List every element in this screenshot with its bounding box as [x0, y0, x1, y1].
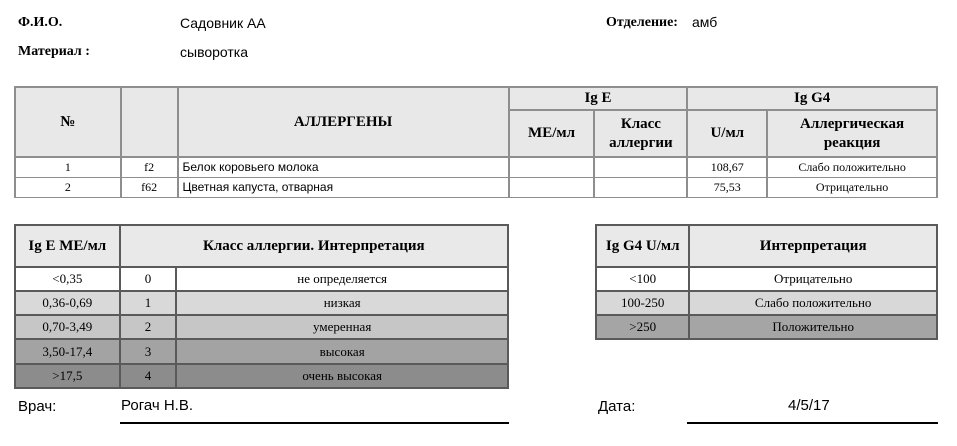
list-item: [15, 267, 508, 291]
ige-class: 2: [120, 315, 177, 339]
row-ige-me: [509, 157, 595, 177]
doctor-value: Рогач Н.В.: [121, 397, 193, 414]
list-item: [15, 339, 508, 364]
department-value: амб: [692, 14, 718, 30]
ige-interp: низкая: [176, 291, 508, 315]
ige-range: >17,5: [15, 364, 120, 388]
igg4-interp: Слабо положительно: [689, 291, 937, 315]
row-code: f62: [121, 177, 178, 197]
col-ige-me-header: МЕ/мл: [509, 110, 595, 157]
ige-range: <0,35: [15, 267, 120, 291]
list-item: [15, 315, 508, 339]
col-igg4-reaction-header: Аллергическая реакция: [767, 110, 937, 157]
ige-interp: умеренная: [176, 315, 508, 339]
name-value: Садовник АА: [180, 15, 266, 31]
list-item: [15, 364, 508, 388]
ige-group-header: Ig E: [509, 87, 688, 110]
name-label: Ф.И.О.: [18, 15, 63, 30]
ige-interp: очень высокая: [176, 364, 508, 388]
row-ige-class: [594, 157, 687, 177]
ige-range: 3,50-17,4: [15, 339, 120, 364]
department-label: Отделение:: [606, 15, 678, 30]
doctor-label: Врач:: [18, 398, 57, 415]
ige-legend-table: [14, 224, 509, 389]
list-item: [596, 291, 937, 315]
list-item: [596, 315, 937, 339]
row-code: f2: [121, 157, 178, 177]
row-igg4-u: 108,67: [687, 157, 767, 177]
list-item: [15, 291, 508, 315]
row-igg4-u: 75,53: [687, 177, 767, 197]
ige-range-header: Ig E МЕ/мл: [15, 225, 120, 267]
row-number: 2: [15, 177, 121, 197]
igg4-legend-table: [595, 224, 938, 340]
igg4-group-header: Ig G4: [687, 87, 937, 110]
row-igg4-reaction: Слабо положительно: [767, 157, 937, 177]
igg4-range-header: Ig G4 U/мл: [596, 225, 689, 267]
table-row: [15, 177, 937, 197]
ige-interp: высокая: [176, 339, 508, 364]
igg4-interp: Отрицательно: [689, 267, 937, 291]
row-igg4-reaction: Отрицательно: [767, 177, 937, 197]
igg4-range: >250: [596, 315, 689, 339]
ige-range: 0,36-0,69: [15, 291, 120, 315]
ige-interp: не определяется: [176, 267, 508, 291]
col-ige-class-header: Класс аллергии: [594, 110, 687, 157]
igg4-interp: Положительно: [689, 315, 937, 339]
material-value: сыворотка: [180, 44, 249, 60]
date-value: 4/5/17: [788, 397, 830, 414]
ige-class: 1: [120, 291, 177, 315]
igg4-interp-header: Интерпретация: [689, 225, 937, 267]
date-label: Дата:: [598, 398, 636, 415]
row-ige-me: [509, 177, 595, 197]
ige-interp-header: Класс аллергии. Интерпретация: [120, 225, 508, 267]
ige-class: 0: [120, 267, 177, 291]
row-allergen-name: Цветная капуста, отварная: [178, 177, 509, 197]
list-item: [596, 267, 937, 291]
col-number-header: №: [15, 87, 121, 157]
col-code-header: [121, 87, 178, 157]
date-line: [687, 422, 938, 424]
igg4-range: 100-250: [596, 291, 689, 315]
col-igg4-u-header: U/мл: [687, 110, 767, 157]
row-number: 1: [15, 157, 121, 177]
material-label: Материал :: [18, 44, 90, 59]
igg4-range: <100: [596, 267, 689, 291]
results-table: [14, 86, 938, 198]
ige-range: 0,70-3,49: [15, 315, 120, 339]
row-allergen-name: Белок коровьего молока: [178, 157, 509, 177]
ige-class: 3: [120, 339, 177, 364]
table-row: [15, 157, 937, 177]
ige-class: 4: [120, 364, 177, 388]
doctor-signature-line: [120, 422, 509, 424]
col-allergens-header: АЛЛЕРГЕНЫ: [178, 87, 509, 157]
row-ige-class: [594, 177, 687, 197]
